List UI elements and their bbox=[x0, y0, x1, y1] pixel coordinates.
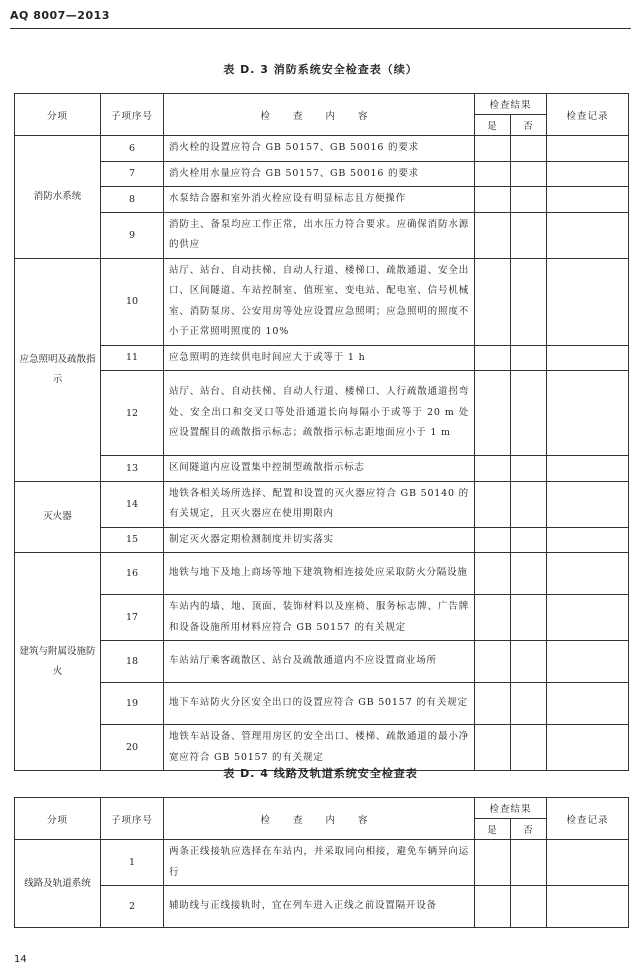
table-d3-caption: 表 D. 3 消防系统安全检查表（续） bbox=[223, 63, 418, 76]
check-content: 消火栓用水量应符合 GB 50157、GB 50016 的要求 bbox=[164, 161, 475, 187]
sub-item-number: 16 bbox=[101, 553, 164, 595]
record-cell[interactable] bbox=[547, 212, 629, 258]
table-row bbox=[15, 840, 629, 886]
result-no-cell[interactable] bbox=[511, 187, 547, 213]
record-cell[interactable] bbox=[547, 683, 629, 725]
table-d4-caption: 表 D. 4 线路及轨道系统安全检查表 bbox=[223, 767, 418, 780]
category-cell: 应急照明及疏散指示 bbox=[15, 258, 101, 481]
table-row bbox=[15, 595, 629, 641]
page-number: 14 bbox=[14, 954, 27, 965]
sub-item-number: 1 bbox=[101, 840, 164, 886]
result-no-cell[interactable] bbox=[511, 595, 547, 641]
sub-item-number: 10 bbox=[101, 258, 164, 345]
check-content: 站厅、站台、自动扶梯、自动人行道、楼梯口、人行疏散通道拐弯处、安全出口和交叉口等处沿通道长向每隔小于或等于 20 m 处应设置醒目的疏散指示标志；疏散指示标志距地面应小于 1 m bbox=[164, 371, 475, 456]
table-row bbox=[15, 886, 629, 928]
result-yes-cell[interactable] bbox=[475, 886, 511, 928]
check-content: 区间隧道内应设置集中控制型疏散指示标志 bbox=[164, 456, 475, 482]
record-cell[interactable] bbox=[547, 840, 629, 886]
col-header-record: 检查记录 bbox=[547, 798, 629, 840]
record-cell[interactable] bbox=[547, 371, 629, 456]
sub-item-number: 17 bbox=[101, 595, 164, 641]
result-yes-cell[interactable] bbox=[475, 553, 511, 595]
category-cell: 消防水系统 bbox=[15, 136, 101, 259]
col-header-result: 检查结果 bbox=[475, 94, 547, 115]
table-row bbox=[15, 527, 629, 553]
sub-item-number: 8 bbox=[101, 187, 164, 213]
category-cell: 建筑与附属设施防火 bbox=[15, 553, 101, 771]
table-row bbox=[15, 553, 629, 595]
header-rule bbox=[10, 28, 631, 29]
result-no-cell[interactable] bbox=[511, 136, 547, 162]
check-content: 车站内的墙、地、顶面、装饰材料以及座椅、服务标志牌、广告牌和设备设施所用材料应符合 GB 50157 的有关规定 bbox=[164, 595, 475, 641]
table-row bbox=[15, 725, 629, 771]
standard-code: AQ 8007—2013 bbox=[10, 9, 110, 22]
category-cell: 灭火器 bbox=[15, 481, 101, 553]
record-cell[interactable] bbox=[547, 553, 629, 595]
check-content: 地铁车站设备、管理用房区的安全出口、楼梯、疏散通道的最小净宽应符合 GB 50157 的有关规定 bbox=[164, 725, 475, 771]
check-content: 辅助线与正线接轨时，宜在列车进入正线之前设置隔开设备 bbox=[164, 886, 475, 928]
col-header-content: 检 查 内 容 bbox=[164, 94, 475, 136]
result-yes-cell[interactable] bbox=[475, 187, 511, 213]
table-row bbox=[15, 683, 629, 725]
result-no-cell[interactable] bbox=[511, 371, 547, 456]
sub-item-number: 6 bbox=[101, 136, 164, 162]
result-no-cell[interactable] bbox=[511, 481, 547, 527]
check-content: 应急照明的连续供电时间应大于或等于 1 h bbox=[164, 345, 475, 371]
record-cell[interactable] bbox=[547, 641, 629, 683]
col-header-content: 检 查 内 容 bbox=[164, 798, 475, 840]
record-cell[interactable] bbox=[547, 161, 629, 187]
col-header-no: 否 bbox=[511, 115, 547, 136]
result-yes-cell[interactable] bbox=[475, 345, 511, 371]
sub-item-number: 13 bbox=[101, 456, 164, 482]
sub-item-number: 20 bbox=[101, 725, 164, 771]
sub-item-number: 18 bbox=[101, 641, 164, 683]
sub-item-number: 12 bbox=[101, 371, 164, 456]
record-cell[interactable] bbox=[547, 258, 629, 345]
check-content: 两条正线接轨应选择在车站内，并采取同向相接，避免车辆异向运行 bbox=[164, 840, 475, 886]
result-yes-cell[interactable] bbox=[475, 136, 511, 162]
category-cell: 线路及轨道系统 bbox=[15, 840, 101, 928]
check-content: 消防主、备泵均应工作正常，出水压力符合要求。应确保消防水源的供应 bbox=[164, 212, 475, 258]
table-row bbox=[15, 212, 629, 258]
col-header-sub-no: 子项序号 bbox=[101, 94, 164, 136]
result-no-cell[interactable] bbox=[511, 345, 547, 371]
result-no-cell[interactable] bbox=[511, 725, 547, 771]
table-row bbox=[15, 187, 629, 213]
record-cell[interactable] bbox=[547, 595, 629, 641]
col-header-result: 检查结果 bbox=[475, 798, 547, 819]
table-row bbox=[15, 481, 629, 527]
table-row bbox=[15, 258, 629, 345]
check-content: 站厅、站台、自动扶梯、自动人行道、楼梯口、疏散通道、安全出口、区间隧道、车站控制室、值班室、变电站、配电室、信号机械室、消防泵房、公安用房等处应设置应急照明；应急照明的照度不小于正常照明照度的 10% bbox=[164, 258, 475, 345]
col-header-yes: 是 bbox=[475, 819, 511, 840]
table-row bbox=[15, 371, 629, 456]
result-yes-cell[interactable] bbox=[475, 212, 511, 258]
result-no-cell[interactable] bbox=[511, 527, 547, 553]
check-content: 地下车站防火分区安全出口的设置应符合 GB 50157 的有关规定 bbox=[164, 683, 475, 725]
result-no-cell[interactable] bbox=[511, 161, 547, 187]
result-no-cell[interactable] bbox=[511, 840, 547, 886]
result-yes-cell[interactable] bbox=[475, 725, 511, 771]
sub-item-number: 14 bbox=[101, 481, 164, 527]
record-cell[interactable] bbox=[547, 527, 629, 553]
sub-item-number: 15 bbox=[101, 527, 164, 553]
sub-item-number: 2 bbox=[101, 886, 164, 928]
result-yes-cell[interactable] bbox=[475, 840, 511, 886]
table-d3 bbox=[14, 93, 629, 771]
result-no-cell[interactable] bbox=[511, 641, 547, 683]
table-row bbox=[15, 641, 629, 683]
check-content: 地铁与地下及地上商场等地下建筑物相连接处应采取防火分隔设施 bbox=[164, 553, 475, 595]
record-cell[interactable] bbox=[547, 187, 629, 213]
check-content: 地铁各相关场所选择、配置和设置的灭火器应符合 GB 50140 的有关规定，且灭火器应在使用期限内 bbox=[164, 481, 475, 527]
result-no-cell[interactable] bbox=[511, 212, 547, 258]
sub-item-number: 19 bbox=[101, 683, 164, 725]
table-d4 bbox=[14, 797, 629, 928]
record-cell[interactable] bbox=[547, 886, 629, 928]
col-header-no: 否 bbox=[511, 819, 547, 840]
col-header-record: 检查记录 bbox=[547, 94, 629, 136]
result-yes-cell[interactable] bbox=[475, 527, 511, 553]
check-content: 制定灭火器定期检测制度并切实落实 bbox=[164, 527, 475, 553]
col-header-category: 分项 bbox=[15, 798, 101, 840]
result-yes-cell[interactable] bbox=[475, 481, 511, 527]
check-content: 消火栓的设置应符合 GB 50157、GB 50016 的要求 bbox=[164, 136, 475, 162]
sub-item-number: 9 bbox=[101, 212, 164, 258]
col-header-category: 分项 bbox=[15, 94, 101, 136]
record-cell[interactable] bbox=[547, 481, 629, 527]
sub-item-number: 7 bbox=[101, 161, 164, 187]
result-no-cell[interactable] bbox=[511, 456, 547, 482]
result-yes-cell[interactable] bbox=[475, 641, 511, 683]
result-no-cell[interactable] bbox=[511, 553, 547, 595]
result-yes-cell[interactable] bbox=[475, 258, 511, 345]
check-content: 车站站厅乘客疏散区、站台及疏散通道内不应设置商业场所 bbox=[164, 641, 475, 683]
result-yes-cell[interactable] bbox=[475, 595, 511, 641]
result-yes-cell[interactable] bbox=[475, 456, 511, 482]
record-cell[interactable] bbox=[547, 345, 629, 371]
table-row bbox=[15, 345, 629, 371]
table-row bbox=[15, 136, 629, 162]
col-header-yes: 是 bbox=[475, 115, 511, 136]
result-no-cell[interactable] bbox=[511, 258, 547, 345]
result-yes-cell[interactable] bbox=[475, 683, 511, 725]
result-no-cell[interactable] bbox=[511, 886, 547, 928]
check-content: 水泵结合器和室外消火栓应设有明显标志且方便操作 bbox=[164, 187, 475, 213]
result-no-cell[interactable] bbox=[511, 683, 547, 725]
record-cell[interactable] bbox=[547, 725, 629, 771]
col-header-sub-no: 子项序号 bbox=[101, 798, 164, 840]
sub-item-number: 11 bbox=[101, 345, 164, 371]
result-yes-cell[interactable] bbox=[475, 371, 511, 456]
table-row bbox=[15, 161, 629, 187]
result-yes-cell[interactable] bbox=[475, 161, 511, 187]
record-cell[interactable] bbox=[547, 136, 629, 162]
table-row bbox=[15, 456, 629, 482]
record-cell[interactable] bbox=[547, 456, 629, 482]
